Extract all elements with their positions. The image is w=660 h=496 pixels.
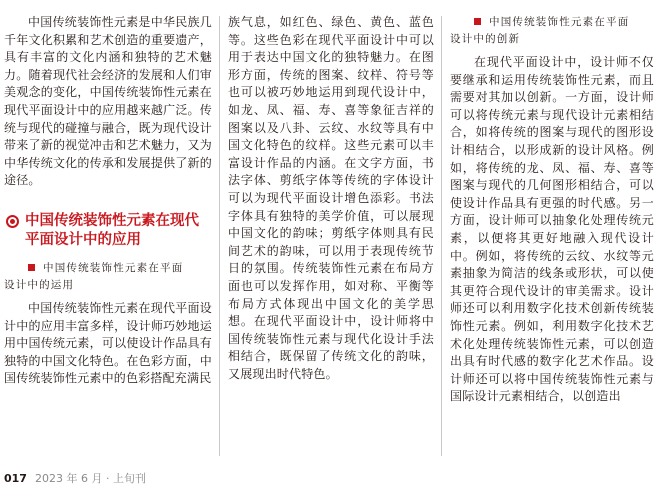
column-right [450,14,654,406]
body-paragraph-continued: 族气息，如红色、绿色、黄色、蓝色等。这些色彩在现代平面设计中可以用于表达中国文化的独特魅力。在图形方面，传统的图案、纹样、符号等也可以被巧妙地运用到现代设计中，如龙、凤、福、寿、喜等象征吉祥的图案以及八卦、云纹、水纹等具有中国文化特色的纹样。这些元素可以丰富设计作品的内涵。在文字方面，书法字体、剪纸字体等传统的字体设计可以为现代平面设计增色添彩。书法字体具有独特的美学价值，可以展现中国文化的韵味；剪纸字体则具有民间艺术的韵味，可以用于表现传统节日的氛围。传统装饰性元素在布局方面也可以发挥作用，如对称、平衡等布局方式体现出中国文化的美学思想。在现代平面设计中，设计师将中国传统装饰性元素与现代化设计手法相结合，既保留了传统文化的韵味，又展现出时代特色。 [228,15,434,381]
issue-info: 2023 年 6 月 · 上旬刊 [34,472,146,485]
section-heading [4,212,212,250]
page-number: 017 [4,472,27,485]
subsection-heading-line1: 中国传统装饰性元素在平面 [43,261,184,274]
subsection-heading-line2: 设计中的运用 [4,278,75,291]
subsection-heading-line2: 设计中的创新 [450,33,521,45]
red-square-icon [474,18,481,25]
circle-bullet-icon [6,215,19,228]
body-paragraph: 在现代平面设计中，设计师不仅要继承和运用传统装饰性元素，而且需要对其加以创新。一方面，设计师可以将传统元素与现代设计元素相结合，如将传统的图案与现代的图形设计相结合，以形成新的设计风格。例如，将传统的龙、凤、福、寿、喜等图案与现代的几何图形相结合，可以使设计作品具有更强的时代感。另一方面，设计师可以抽象化处理传统元素，以便将其更好地融入现代设计中。例如，将传统的云纹、水纹等元素抽象为简洁的线条或形状，可以使其更符合现代设计的审美需求。设计师还可以利用数字化技术创新传统装饰性元素。例如，利用数字化技术艺术化处理传统装饰性元素，可以创造出具有时代感的数字化艺术作品。设计师还可以将中国传统装饰性元素与国际设计元素相结合，以创造出 [450,55,654,404]
intro-paragraph: 中国传统装饰性元素是中华民族几千年文化积累和艺术创造的重要遗产，具有丰富的文化内涵和独特的艺术魅力。随着现代社会经济的发展和人们审美观念的变化，中国传统装饰性元素在现代平面设计中的应用越来越广泛。传统与现代的碰撞与融合，既为现代设计带来了新的视觉冲击和艺术魅力，又为中华传统文化的传承和发展提供了新的途径。 [4,15,212,188]
page-footer [4,472,146,486]
column-divider [219,16,220,456]
column-middle [228,14,434,383]
column-divider [441,16,442,456]
column-left [4,14,212,388]
subsection-heading-line1: 中国传统装饰性元素在平面 [489,16,630,28]
body-paragraph: 中国传统装饰性元素在现代平面设计中的应用丰富多样，设计师巧妙地运用中国传统元素，可以使设计作品具有独特的中国文化特色。在色彩方面，中国传统装饰性元素中的色彩搭配充满民 [4,300,212,386]
section-heading-text: 中国传统装饰性元素在现代平面设计中的应用 [25,212,199,248]
subsection-heading-innovation [450,14,654,48]
red-square-icon [28,264,35,271]
subsection-heading-application [4,260,212,294]
